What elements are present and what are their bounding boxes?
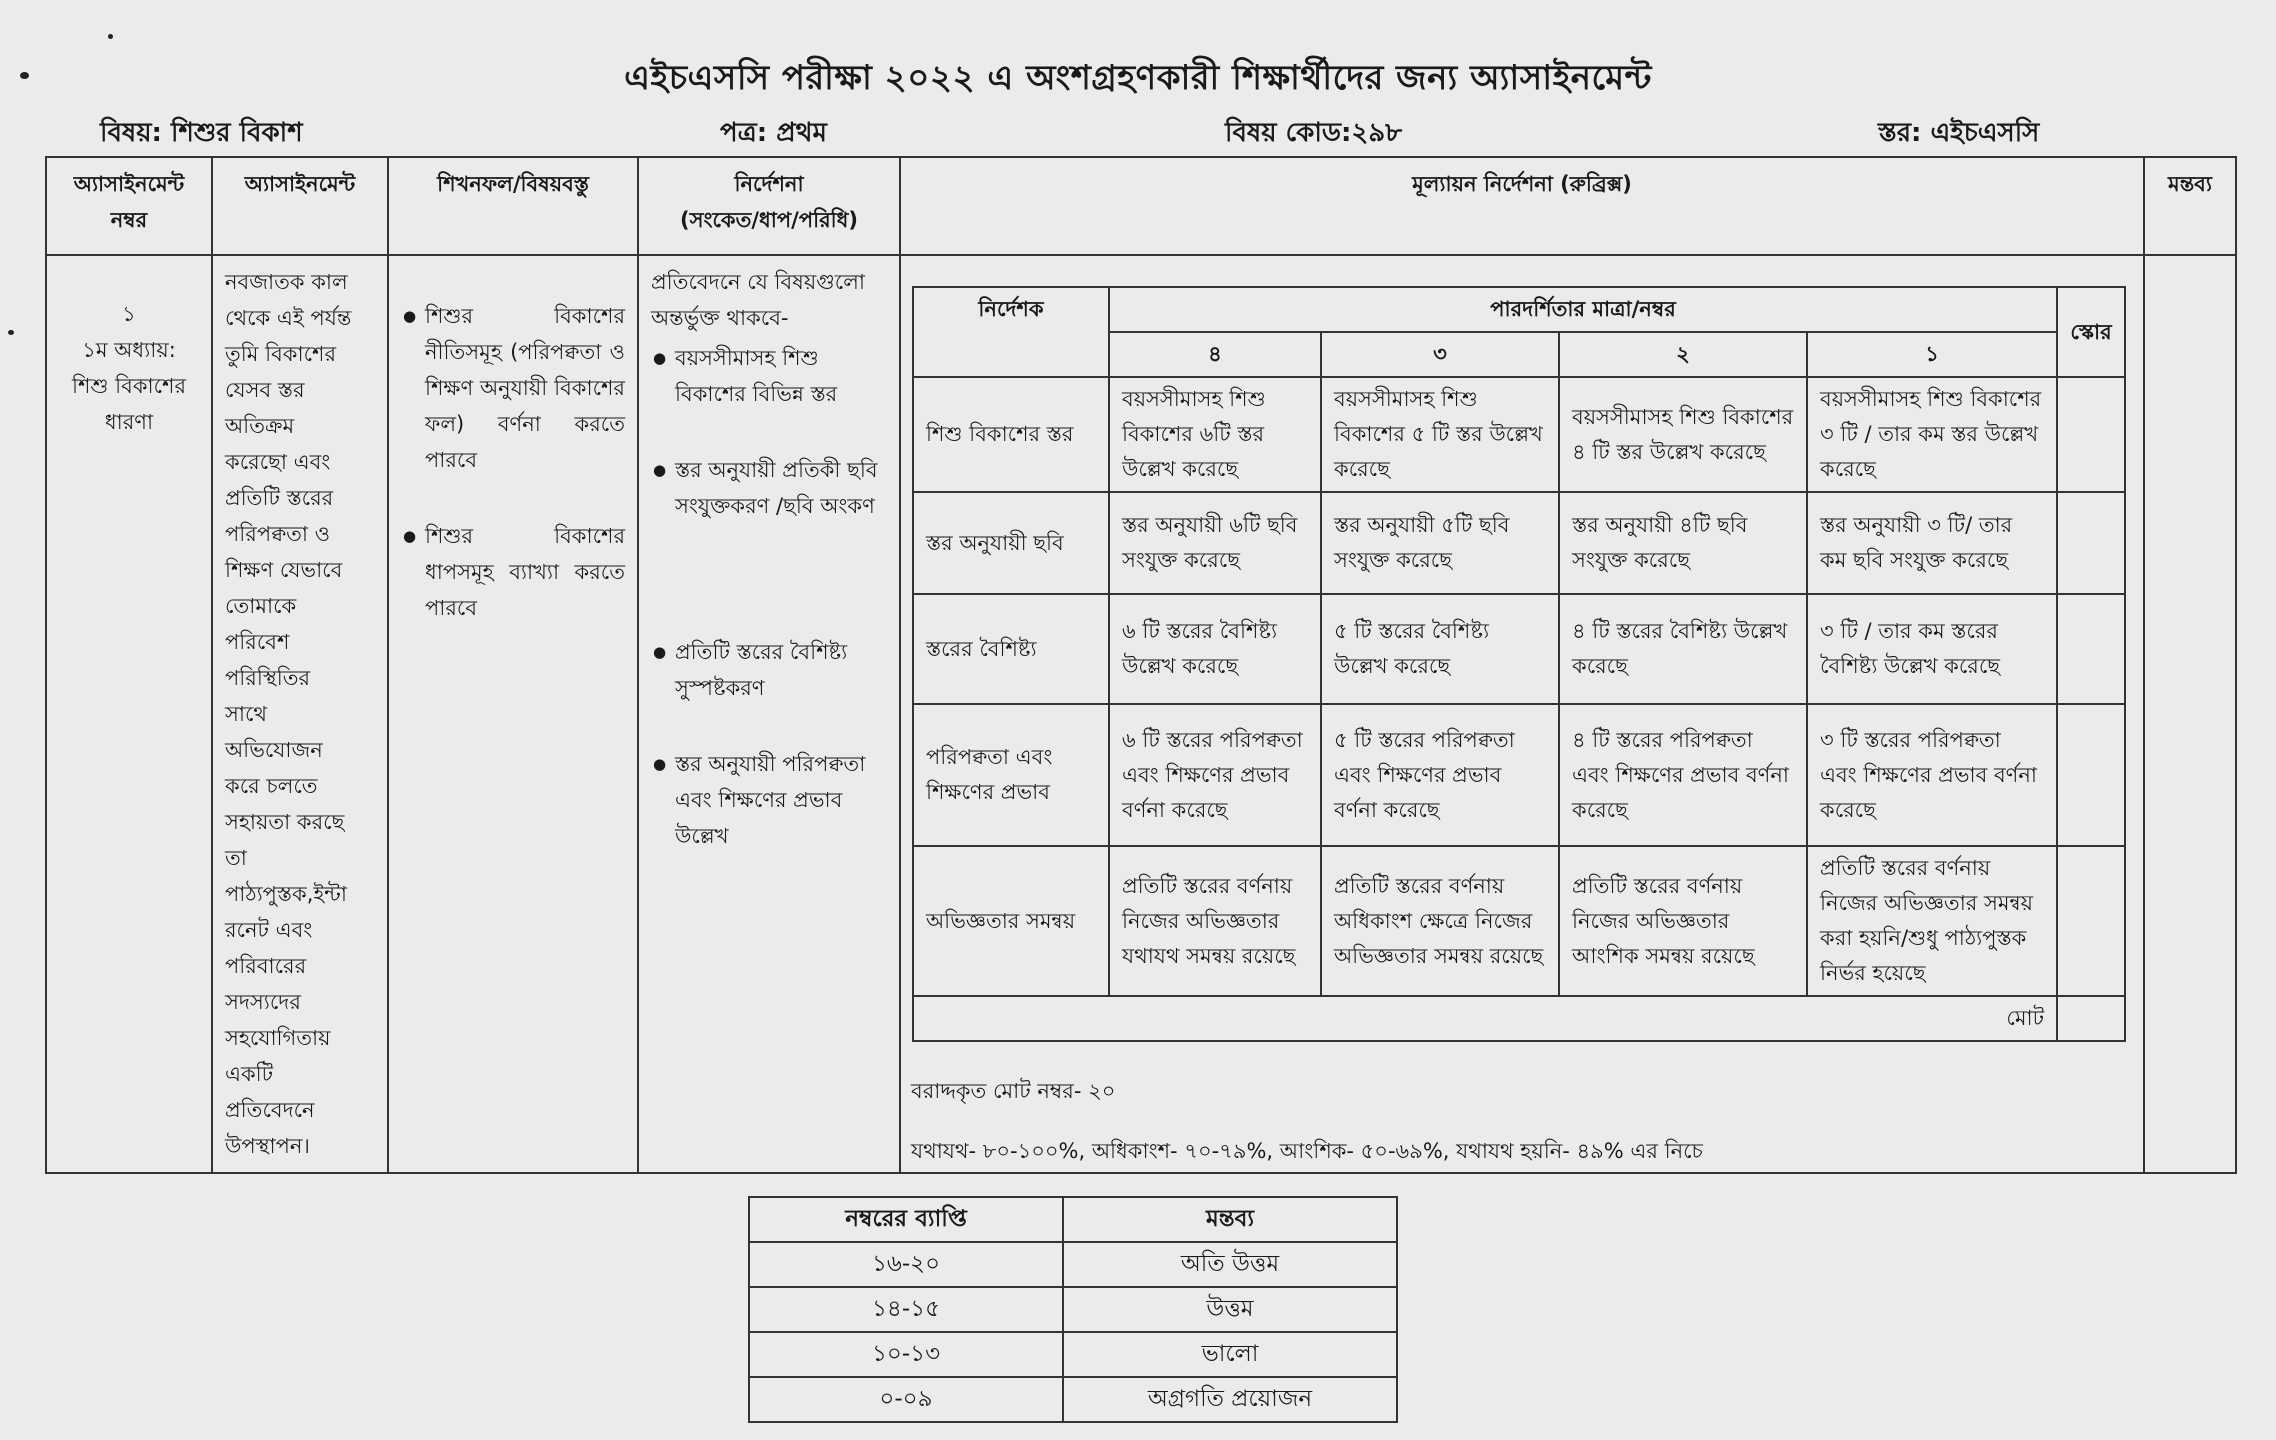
subject-code-label: বিষয় কোড:২৯৮ [1225, 118, 1403, 148]
rubric-score-cell [2057, 704, 2125, 846]
rubric-level: ৩ [1321, 332, 1559, 377]
rubric-row [913, 594, 2125, 704]
rubric-score-cell [2057, 492, 2125, 594]
paper-label: পত্র: প্রথম [720, 118, 827, 148]
scan-speck [108, 34, 113, 39]
assignment-text-line: সহযোগিতায় [225, 1026, 331, 1050]
rubric-cell: স্তর অনুযায়ী ৩ টি/ তার কম ছবি সংযুক্ত করেছে [1807, 492, 2057, 594]
rubric-score-cell [2057, 846, 2125, 996]
rubric-level: ১ [1807, 332, 2057, 377]
assignment-text-line: সদস্যদের [225, 990, 301, 1014]
assignment-text-line: তা [225, 846, 247, 870]
rubric-cell: ৫ টি স্তরের পরিপক্বতা এবং শিক্ষণের প্রভাব বর্ণনা করেছে [1321, 704, 1559, 846]
grade-row [749, 1287, 1397, 1332]
rubric-criterion: স্তরের বৈশিষ্ট্য [913, 594, 1109, 704]
grade-header-row [749, 1197, 1397, 1242]
rubric-performance-header: পারদর্শিতার মাত্রা/নম্বর [1109, 287, 2057, 332]
assignment-number: ১ [122, 302, 136, 326]
table-body-row [46, 255, 2236, 1173]
rubric-level: ২ [1559, 332, 1807, 377]
assignment-text-cell [212, 255, 388, 1173]
header-instruction [638, 157, 900, 255]
grade-range: ০-০৯ [749, 1377, 1063, 1422]
rubric-cell: ৬ টি স্তরের বৈশিষ্ট্য উল্লেখ করেছে [1109, 594, 1321, 704]
evaluation-cell [900, 255, 2144, 1173]
assignment-text-line: করে চলতে [225, 774, 318, 798]
rubric-cell: ৩ টি স্তরের পরিপক্বতা এবং শিক্ষণের প্রভাব বর্ণনা করেছে [1807, 704, 2057, 846]
learning-outcome-item: ● শিশুর বিকাশের ধাপসমূহ ব্যাখ্যা করতে পারবে [425, 518, 625, 626]
rubric-cell: বয়সসীমাসহ শিশু বিকাশের ৫ টি স্তর উল্লেখ করেছে [1321, 377, 1559, 492]
grade-range: ১৪-১৫ [749, 1287, 1063, 1332]
remarks-cell [2144, 255, 2236, 1173]
instruction-item: ● স্তর অনুযায়ী প্রতিকী ছবি সংযুক্তকরণ /ছবি অংকণ [675, 452, 887, 524]
rubric-row [913, 492, 2125, 594]
assignment-text-line: নবজাতক কাল [225, 270, 348, 294]
rubric-cell: ৪ টি স্তরের বৈশিষ্ট্য উল্লেখ করেছে [1559, 594, 1807, 704]
assignment-text-line: করেছো এবং [225, 450, 331, 474]
rubric-row [913, 846, 2125, 996]
rubric-cell: ৩ টি / তার কম স্তরের বৈশিষ্ট্য উল্লেখ করেছে [1807, 594, 2057, 704]
rubric-criterion-header: নির্দেশক [913, 287, 1109, 377]
instruction-intro: প্রতিবেদনে যে বিষয়গুলো অন্তর্ভুক্ত থাকবে- [651, 270, 865, 330]
level-label: স্তর: এইচএসসি [1878, 118, 2040, 148]
rubric-criterion: শিশু বিকাশের স্তর [913, 377, 1109, 492]
grade-remark: অগ্রগতি প্রয়োজন [1063, 1377, 1397, 1422]
rubric-total-score [2057, 996, 2125, 1041]
header-assignment: অ্যাসাইনমেন্ট [212, 157, 388, 255]
rubric-table [912, 286, 2126, 1042]
assignment-topic: শিশু বিকাশের ধারণা [71, 374, 187, 434]
grade-range: ১৬-২০ [749, 1242, 1063, 1287]
header-instruction-sub: (সংকেত/ধাপ/পরিধি) [679, 208, 859, 232]
header-instruction-title: নির্দেশনা [734, 172, 804, 196]
assignment-text-line: অভিযোজন [225, 738, 323, 762]
assignment-text-line: তুমি বিকাশের [225, 342, 336, 366]
subject-label: বিষয়: শিশুর বিকাশ [100, 118, 303, 148]
assignment-text-line: পরিবেশ [225, 630, 290, 654]
grade-remark: অতি উত্তম [1063, 1242, 1397, 1287]
header-remarks: মন্তব্য [2144, 157, 2236, 255]
scan-speck [8, 330, 14, 335]
rubric-criterion: স্তর অনুযায়ী ছবি [913, 492, 1109, 594]
instruction-item: ● বয়সসীমাসহ শিশু বিকাশের বিভিন্ন স্তর [675, 340, 887, 412]
rubric-criterion: পরিপক্বতা এবং শিক্ষণের প্রভাব [913, 704, 1109, 846]
rubric-cell: প্রতিটি স্তরের বর্ণনায় নিজের অভিজ্ঞতার যথাযথ সমন্বয় রয়েছে [1109, 846, 1321, 996]
header-learning-outcome: শিখনফল/বিষয়বস্তু [388, 157, 638, 255]
grade-remark: ভালো [1063, 1332, 1397, 1377]
rubric-total-label: মোট [913, 996, 2057, 1041]
instruction-cell [638, 255, 900, 1173]
rubric-cell: স্তর অনুযায়ী ৪টি ছবি সংযুক্ত করেছে [1559, 492, 1807, 594]
rubric-cell: স্তর অনুযায়ী ৬টি ছবি সংযুক্ত করেছে [1109, 492, 1321, 594]
rubric-cell: প্রতিটি স্তরের বর্ণনায় অধিকাংশ ক্ষেত্রে নিজের অভিজ্ঞতার সমন্বয় রয়েছে [1321, 846, 1559, 996]
rubric-cell: স্তর অনুযায়ী ৫টি ছবি সংযুক্ত করেছে [1321, 492, 1559, 594]
assignment-text-line: সহায়তা করছে [225, 810, 345, 834]
rubric-level: ৪ [1109, 332, 1321, 377]
rubric-score-cell [2057, 377, 2125, 492]
rubric-score-header: স্কোর [2057, 287, 2125, 377]
assignment-text-line: পরিস্থিতির [225, 666, 311, 690]
assignment-text-line: পরিপক্বতা ও [225, 522, 331, 546]
rubric-cell: বয়সসীমাসহ শিশু বিকাশের ৩ টি / তার কম স্তর উল্লেখ করেছে [1807, 377, 2057, 492]
grading-scale-note: যথাযথ- ৮০-১০০%, অধিকাংশ- ৭০-৭৯%, আংশিক- ৫০-৬৯%, যথাযথ হয়নি- ৪৯% এর নিচে [911, 1139, 1703, 1163]
assignment-text-line: উপস্থাপন। [225, 1134, 310, 1158]
rubric-cell: প্রতিটি স্তরের বর্ণনায় নিজের অভিজ্ঞতার সমন্বয় করা হয়নি/শুধু পাঠ্যপুস্তক নির্ভর হয়েছে [1807, 846, 2057, 996]
instruction-item: ● স্তর অনুযায়ী পরিপক্বতা এবং শিক্ষণের প্রভাব উল্লেখ [675, 746, 887, 854]
assignment-text-line: একটি [225, 1062, 274, 1086]
rubric-row [913, 704, 2125, 846]
instruction-item: ● প্রতিটি স্তরের বৈশিষ্ট্য সুস্পষ্টকরণ [675, 634, 887, 706]
rubric-cell: ৫ টি স্তরের বৈশিষ্ট্য উল্লেখ করেছে [1321, 594, 1559, 704]
grade-range-header: নম্বরের ব্যাপ্তি [749, 1197, 1063, 1242]
total-marks-note: বরাদ্দকৃত মোট নম্বর- ২০ [911, 1079, 1116, 1103]
assignment-text-line: অতিক্রম [225, 414, 295, 438]
rubric-total-row [913, 996, 2125, 1041]
assignment-text-line: যেসব স্তর [225, 378, 305, 402]
rubric-cell: ৪ টি স্তরের পরিপক্বতা এবং শিক্ষণের প্রভাব বর্ণনা করেছে [1559, 704, 1807, 846]
header-evaluation: মূল্যায়ন নির্দেশনা (রুব্রিক্স) [900, 157, 2144, 255]
rubric-row [913, 377, 2125, 492]
assignment-table [45, 156, 2237, 1174]
assignment-text-line: তোমাকে [225, 594, 297, 618]
grade-row [749, 1332, 1397, 1377]
learning-outcome-item: ● শিশুর বিকাশের নীতিসমূহ (পরিপক্বতা ও শিক্ষণ অনুযায়ী বিকাশের ফল) বর্ণনা করতে পারবে [425, 298, 625, 478]
rubric-header-row [913, 287, 2125, 332]
grade-remark-header: মন্তব্য [1063, 1197, 1397, 1242]
grade-table [748, 1196, 1398, 1423]
table-header-row [46, 157, 2236, 255]
assignment-text-line: প্রতিবেদনে [225, 1098, 315, 1122]
assignment-text-line: প্রতিটি স্তরের [225, 486, 334, 510]
rubric-cell: বয়সসীমাসহ শিশু বিকাশের ৬টি স্তর উল্লেখ করেছে [1109, 377, 1321, 492]
grade-row [749, 1377, 1397, 1422]
assignment-text-line: রনেট এবং [225, 918, 313, 942]
assignment-chapter: ১ম অধ্যায়: [82, 338, 176, 362]
assignment-number-cell [46, 255, 212, 1173]
grade-remark: উত্তম [1063, 1287, 1397, 1332]
assignment-text-line: সাথে [225, 702, 268, 726]
rubric-score-cell [2057, 594, 2125, 704]
rubric-cell: প্রতিটি স্তরের বর্ণনায় নিজের অভিজ্ঞতার আংশিক সমন্বয় রয়েছে [1559, 846, 1807, 996]
rubric-cell: বয়সসীমাসহ শিশু বিকাশের ৪ টি স্তর উল্লেখ করেছে [1559, 377, 1807, 492]
grade-row [749, 1242, 1397, 1287]
assignment-text-line: থেকে এই পর্যন্ত [225, 306, 352, 330]
grade-range: ১০-১৩ [749, 1332, 1063, 1377]
assignment-text-line: পরিবারের [225, 954, 307, 978]
rubric-cell: ৬ টি স্তরের পরিপক্বতা এবং শিক্ষণের প্রভাব বর্ণনা করেছে [1109, 704, 1321, 846]
rubric-criterion: অভিজ্ঞতার সমন্বয় [913, 846, 1109, 996]
learning-outcome-cell [388, 255, 638, 1173]
page-title: এইচএসসি পরীক্ষা ২০২২ এ অংশগ্রহণকারী শিক্ষার্থীদের জন্য অ্যাসাইনমেন্ট [624, 58, 1652, 98]
header-assignment-no: অ্যাসাইনমেন্ট নম্বর [46, 157, 212, 255]
assignment-text-line: পাঠ্যপুস্তক,ইন্টা [225, 882, 347, 906]
assignment-text-line: শিক্ষণ যেভাবে [225, 558, 343, 582]
